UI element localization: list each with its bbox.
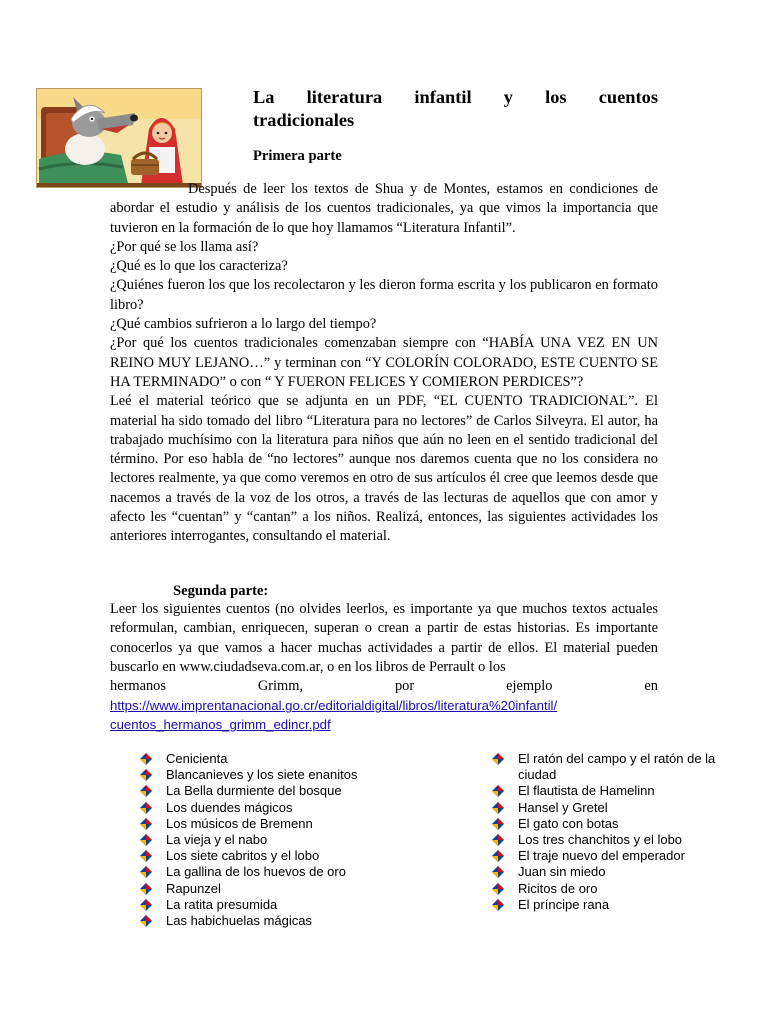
- diamond-bullet-icon: [140, 883, 152, 895]
- diamond-bullet-icon: [140, 834, 152, 846]
- diamond-bullet-icon: [492, 802, 504, 814]
- story-list-item: [492, 751, 742, 783]
- story-title: La gallina de los huevos de oro: [166, 864, 346, 880]
- story-list-item: [492, 800, 742, 816]
- story-title: Los siete cabritos y el lobo: [166, 848, 320, 864]
- story-title: Hansel y Gretel: [518, 799, 608, 815]
- story-list-item: [492, 816, 742, 832]
- diamond-bullet-icon: [140, 753, 152, 765]
- story-title: Las habichuelas mágicas: [166, 913, 312, 929]
- question-5: ¿Por qué los cuentos tradicionales comenzaban siempre con “HABÍA UNA VEZ EN UN REINO MUY LEJANO…” y terminan con “Y COLORÍN COLORADO, ESTE CUENTO SE HA TERMINADO” o con “ Y FUERON FELICES Y COMIERON PERDICES”?: [110, 335, 658, 390]
- story-title: Los duendes mágicos: [166, 799, 293, 815]
- story-list-item: [492, 783, 742, 799]
- justified-word: Grimm,: [257, 678, 304, 695]
- second-paragraph-last-line: [110, 677, 658, 696]
- first-part-heading: Primera parte: [253, 148, 342, 164]
- title-word: y: [503, 87, 513, 107]
- justified-word: hermanos: [110, 678, 166, 695]
- story-list-item: [140, 783, 470, 799]
- story-list-item: [140, 751, 470, 767]
- title-word: literatura: [306, 87, 383, 107]
- diamond-bullet-icon: [492, 834, 504, 846]
- story-list-item: [492, 832, 742, 848]
- story-list-item: [492, 897, 742, 913]
- second-part-heading: Segunda parte:: [173, 583, 269, 599]
- story-list-item: [140, 881, 470, 897]
- story-title: La Bella durmiente del bosque: [166, 783, 342, 799]
- story-list-item: [140, 767, 470, 783]
- diamond-bullet-icon: [140, 802, 152, 814]
- title-word: los: [545, 87, 567, 107]
- material-paragraph: Leé el material teórico que se adjunta en un PDF, “EL CUENTO TRADICIONAL”. El material ha sido tomado del libro “Literatura para no lectores” de Carlos Silveyra. El autor, ha trabajado muchísimo con la literatura para niños que aún no leen en el sentido tradicional del término. Por eso habla de “no lectores” aunque nos daremos cuenta que no los considera no lectores realmente, ya que como veremos en otro de sus artículos él cree que leemos desde que nacemos a través de la voz de los otros, a través de las lecturas de aquellos que con amor y afecto les “cuentan” y “cantan” a los niños. Realizá, entonces, las siguientes actividades los anteriores interrogantes, consultando el material.: [110, 393, 658, 545]
- grimm-pdf-link-continued[interactable]: cuentos_hermanos_grimm_edincr.pdf: [110, 717, 331, 733]
- story-title: Rapunzel: [166, 880, 221, 896]
- diamond-bullet-icon: [140, 769, 152, 781]
- story-title: Los tres chanchitos y el lobo: [518, 832, 683, 848]
- story-list-item: [140, 913, 470, 929]
- stories-list-left: [140, 751, 470, 929]
- story-title: El traje nuevo del emperador: [518, 848, 685, 864]
- story-title: El gato con botas: [518, 815, 619, 831]
- little-red-riding-hood-illustration: [36, 88, 202, 188]
- second-paragraph: Leer los siguientes cuentos (no olvides leerlos, es importante ya que muchos textos actuales reformulan, cambian, enriquecen, superan o crean a partir de estas historias. Es importante conocerlos ya que vamos a hacer muchas actividades a partir de ellos. El material pueden buscarlo en www.ciudadseva.com.ar, o en los libros de Perrault o los: [110, 601, 658, 675]
- diamond-bullet-icon: [140, 899, 152, 911]
- diamond-bullet-icon: [492, 753, 504, 765]
- stories-list-right: [492, 751, 742, 913]
- diamond-bullet-icon: [492, 818, 504, 830]
- diamond-bullet-icon: [140, 785, 152, 797]
- story-list-item: [140, 864, 470, 880]
- question-2: ¿Qué es lo que los caracteriza?: [110, 258, 288, 275]
- story-list-item: [140, 848, 470, 864]
- story-title: La vieja y el nabo: [166, 832, 268, 848]
- diamond-bullet-icon: [492, 899, 504, 911]
- story-list-item: [140, 816, 470, 832]
- title-line-1: [253, 86, 658, 109]
- first-part-body: [110, 180, 658, 547]
- diamond-bullet-icon: [492, 866, 504, 878]
- story-title: Juan sin miedo: [518, 864, 606, 880]
- diamond-bullet-icon: [492, 850, 504, 862]
- title-word: infantil: [414, 87, 472, 107]
- story-title: La ratita presumida: [166, 896, 278, 912]
- diamond-bullet-icon: [492, 785, 504, 797]
- story-title: Los músicos de Bremenn: [166, 815, 313, 831]
- document-title: [253, 86, 658, 132]
- justified-word: por: [394, 678, 415, 695]
- story-title: Blancanieves y los siete enanitos: [166, 767, 358, 783]
- story-list-item: [140, 897, 470, 913]
- story-list-item: [492, 848, 742, 864]
- story-title: El flautista de Hamelinn: [518, 783, 655, 799]
- diamond-bullet-icon: [492, 883, 504, 895]
- diamond-bullet-icon: [140, 818, 152, 830]
- justified-word: en: [644, 678, 658, 695]
- story-list-item: [140, 800, 470, 816]
- diamond-bullet-icon: [140, 915, 152, 927]
- story-title: El ratón del campo y el ratón de la ciudad: [518, 751, 716, 783]
- justified-word: ejemplo: [506, 678, 553, 695]
- question-1: ¿Por qué se los llama así?: [110, 238, 259, 255]
- question-4: ¿Qué cambios sufrieron a lo largo del tiempo?: [110, 316, 377, 333]
- diamond-bullet-icon: [140, 866, 152, 878]
- story-title: El príncipe rana: [518, 896, 610, 912]
- story-list-item: [140, 832, 470, 848]
- story-list-item: [492, 881, 742, 897]
- story-title: Cenicienta: [166, 751, 228, 766]
- title-word: La: [253, 87, 275, 107]
- intro-paragraph: Después de leer los textos de Shua y de Montes, estamos en condiciones de abordar el estudio y análisis de los cuentos tradicionales, ya que vimos la importancia que tuvieron en la formación de lo que hoy llamamos “Literatura Infantil”.: [110, 181, 658, 236]
- question-3: ¿Quiénes fueron los que los recolectaron y les dieron forma escrita y los publicaron en formato libro?: [110, 277, 658, 313]
- grimm-pdf-link[interactable]: https://www.imprentanacional.go.cr/editorialdigital/libros/literatura%20infantil/: [110, 698, 558, 714]
- story-list-item: [492, 864, 742, 880]
- title-word: cuentos: [598, 87, 658, 107]
- story-title: Ricitos de oro: [518, 880, 598, 896]
- diamond-bullet-icon: [140, 850, 152, 862]
- title-line-2: tradicionales: [253, 110, 355, 130]
- second-part-body: [110, 600, 658, 734]
